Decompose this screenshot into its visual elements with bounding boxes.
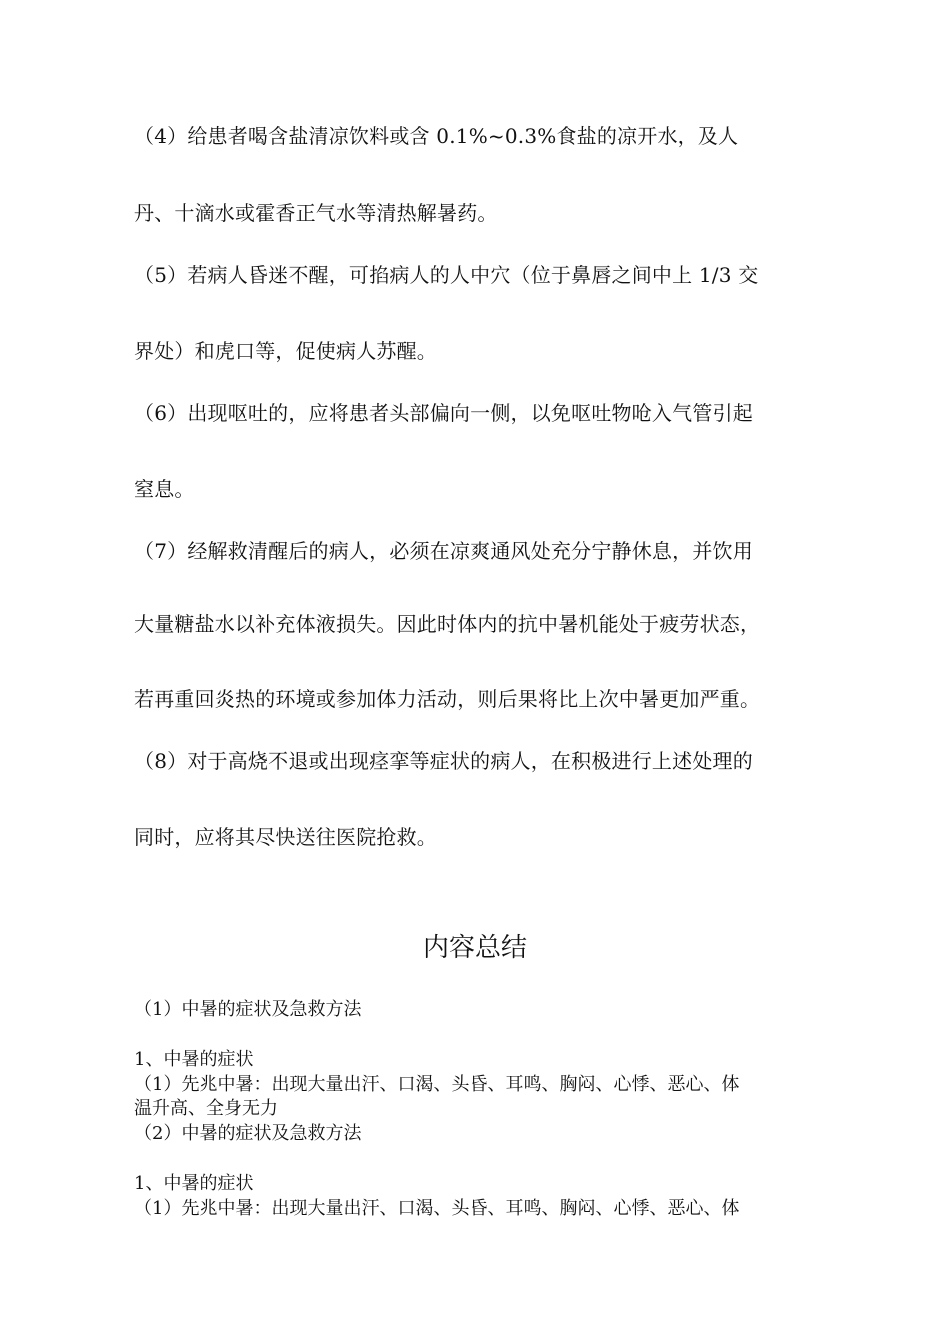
body-line-7: （7）经解救清醒后的病人，必须在凉爽通风处充分宁静休息，并饮用	[134, 539, 753, 563]
summary-line-5: （2）中暑的症状及急救方法	[134, 1123, 362, 1144]
body-line-1: （4）给患者喝含盐清凉饮料或含 0.1%~0.3%食盐的凉开水，及人	[134, 124, 739, 148]
body-line-8: 大量糖盐水以补充体液损失。因此时体内的抗中暑机能处于疲劳状态，	[134, 612, 761, 636]
summary-line-3: （1）先兆中暑：出现大量出汗、口渴、头昏、耳鸣、胸闷、心悸、恶心、体	[134, 1074, 740, 1095]
body-line-9: 若再重回炎热的环境或参加体力活动，则后果将比上次中暑更加严重。	[134, 687, 761, 711]
body-line-11: 同时，应将其尽快送往医院抢救。	[134, 825, 437, 849]
body-line-4: 界处）和虎口等，促使病人苏醒。	[134, 339, 437, 363]
summary-title: 内容总结	[422, 933, 527, 963]
body-line-2: 丹、十滴水或霍香正气水等清热解暑药。	[134, 201, 498, 225]
body-line-3: （5）若病人昏迷不醒，可掐病人的人中穴（位于鼻唇之间中上 1/3 交	[134, 263, 759, 287]
body-line-6: 窒息。	[134, 477, 195, 501]
body-line-10: （8）对于高烧不退或出现痉挛等症状的病人，在积极进行上述处理的	[134, 749, 753, 773]
summary-line-6: 1、中暑的症状	[134, 1173, 254, 1194]
summary-line-4: 温升高、全身无力	[134, 1098, 278, 1119]
summary-line-2: 1、中暑的症状	[134, 1049, 254, 1070]
summary-line-7: （1）先兆中暑：出现大量出汗、口渴、头昏、耳鸣、胸闷、心悸、恶心、体	[134, 1198, 740, 1219]
summary-line-1: （1）中暑的症状及急救方法	[134, 999, 362, 1020]
body-line-5: （6）出现呕吐的，应将患者头部偏向一侧，以免呕吐物呛入气管引起	[134, 401, 753, 425]
